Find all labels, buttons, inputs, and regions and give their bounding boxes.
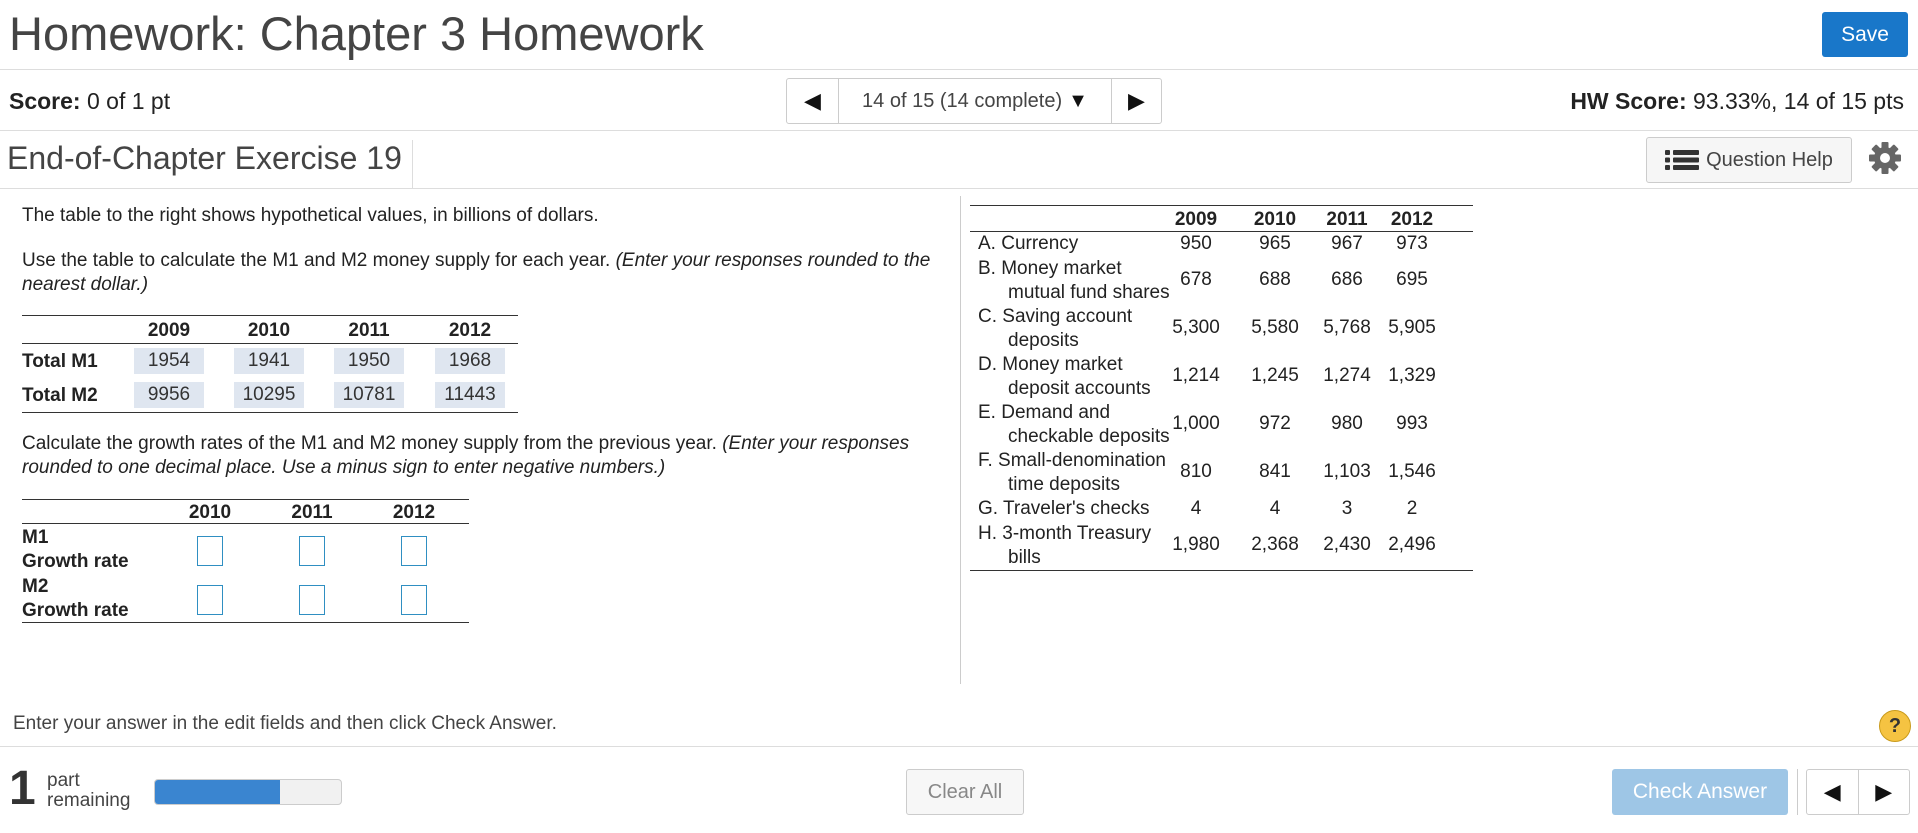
progress-fill <box>155 780 280 804</box>
year-header: 2010 <box>247 320 291 341</box>
row-label-line2: deposit accounts <box>1008 378 1151 399</box>
m1-growth-2011-input[interactable] <box>299 536 325 566</box>
row-label-line2: mutual fund shares <box>1008 282 1170 303</box>
row-label-line1: G. Traveler's checks <box>978 498 1150 519</box>
answer-value[interactable]: 10781 <box>334 382 404 408</box>
part1-hint: (Enter your responses rounded to the nearest dollar.) <box>22 250 931 295</box>
table-cell: 5,768 <box>1323 317 1371 338</box>
m2-growth-2010-input[interactable] <box>197 585 223 615</box>
answer-value[interactable]: 9956 <box>134 382 204 408</box>
year-header: 2010 <box>188 502 232 523</box>
table-cell: 810 <box>1180 461 1212 482</box>
table-cell: 686 <box>1331 269 1363 290</box>
exercise-bar <box>0 131 1918 189</box>
table-cell: 3 <box>1341 498 1353 519</box>
footer-navigator <box>1806 769 1910 815</box>
question-navigator <box>786 78 1162 124</box>
table-cell: 5,905 <box>1388 317 1436 338</box>
part1-instructions <box>22 249 942 297</box>
row-label <box>22 575 129 623</box>
row-label-line1: E. Demand and <box>978 402 1111 423</box>
table-cell: 2 <box>1406 498 1418 519</box>
row-label-line2: checkable deposits <box>1008 426 1170 447</box>
answer-value[interactable]: 11443 <box>435 382 505 408</box>
row-label-line2: time deposits <box>1008 474 1120 495</box>
table-cell: 993 <box>1396 413 1428 434</box>
table-row <box>970 232 1473 257</box>
answer-value[interactable]: 1968 <box>435 348 505 374</box>
parts-remaining-label <box>47 771 130 811</box>
table-cell: 695 <box>1396 269 1428 290</box>
row-label <box>978 522 1178 570</box>
table-cell: 972 <box>1259 413 1291 434</box>
year-header: 2011 <box>291 502 333 523</box>
table-cell: 678 <box>1180 269 1212 290</box>
table-cell: 5,580 <box>1251 317 1299 338</box>
answer-value[interactable]: 1954 <box>134 348 204 374</box>
page-title: Homework: Chapter 3 Homework <box>9 7 704 60</box>
row-label-line1: C. Saving account <box>978 306 1133 327</box>
score <box>9 88 170 115</box>
table-cell: 1,214 <box>1172 365 1220 386</box>
row-label <box>978 401 1178 449</box>
year-header: 2009 <box>147 320 191 341</box>
triangle-right-icon: ▶ <box>1128 88 1145 113</box>
data-table <box>970 205 1473 571</box>
row-label <box>978 449 1178 497</box>
table-header <box>970 206 1473 232</box>
part2-text: Calculate the growth rates of the M1 and M2 money supply from the previous year. <box>22 433 723 454</box>
row-label <box>978 232 1178 256</box>
panel-divider <box>960 196 961 684</box>
table-cell: 2,496 <box>1388 534 1436 555</box>
answer-value[interactable]: 10295 <box>234 382 304 408</box>
title-bar <box>0 0 1918 70</box>
triangle-left-icon: ◀ <box>1823 779 1841 804</box>
year-header: 2010 <box>1253 209 1297 230</box>
gear-icon[interactable] <box>1868 141 1902 175</box>
next-question-button[interactable] <box>1111 79 1161 123</box>
row-label-line2: Growth rate <box>22 600 129 621</box>
parts-remaining-number: 1 <box>9 762 36 815</box>
m2-growth-2011-input[interactable] <box>299 585 325 615</box>
table-cell: 2,430 <box>1323 534 1371 555</box>
table-row-m2-growth <box>22 573 469 622</box>
table-row <box>970 305 1473 353</box>
table-cell: 973 <box>1396 233 1428 254</box>
table-cell: 5,300 <box>1172 317 1220 338</box>
table-body <box>970 232 1473 570</box>
question-status: 14 of 15 (14 complete) <box>862 89 1063 112</box>
hw-score-label: HW Score: <box>1570 88 1687 114</box>
table-cell: 965 <box>1259 233 1291 254</box>
row-label-line1: M1 <box>22 527 49 548</box>
table-cell: 688 <box>1259 269 1291 290</box>
row-label-line1: H. 3-month Treasury <box>978 523 1152 544</box>
year-header: 2012 <box>1390 209 1434 230</box>
progress-bar <box>154 779 342 805</box>
score-value: 0 of 1 pt <box>86 88 171 114</box>
year-header: 2012 <box>448 320 492 341</box>
row-label-line1: D. Money market <box>978 354 1123 375</box>
table-row <box>970 353 1473 401</box>
row-label <box>978 353 1178 401</box>
table-cell: 1,245 <box>1251 365 1299 386</box>
m1-growth-2012-input[interactable] <box>401 536 427 566</box>
table-cell: 950 <box>1180 233 1212 254</box>
table-cell: 4 <box>1190 498 1202 519</box>
table-cell: 980 <box>1331 413 1363 434</box>
question-selector[interactable] <box>839 79 1111 123</box>
year-header: 2012 <box>392 502 436 523</box>
year-header: 2011 <box>348 320 390 341</box>
table-cell: 1,103 <box>1323 461 1371 482</box>
row-label-line1: B. Money market <box>978 258 1122 279</box>
year-header: 2009 <box>1174 209 1218 230</box>
m2-growth-2012-input[interactable] <box>401 585 427 615</box>
answer-value[interactable]: 1950 <box>334 348 404 374</box>
year-header: 2011 <box>1326 209 1368 230</box>
row-label <box>978 305 1178 353</box>
question-intro: The table to the right shows hypothetical values, in billions of dollars. <box>22 205 599 226</box>
row-label-line1: A. Currency <box>978 233 1079 254</box>
previous-question-button[interactable] <box>787 79 839 123</box>
parts-remaining-line2: remaining <box>47 790 131 811</box>
score-label: Score: <box>9 88 81 114</box>
table-row <box>970 497 1473 522</box>
table-cell: 1,980 <box>1172 534 1220 555</box>
save-button[interactable]: Save <box>1822 12 1908 57</box>
row-label-line2: Growth rate <box>22 551 129 572</box>
table-header <box>22 500 469 524</box>
hw-score <box>1570 88 1904 115</box>
table-cell: 967 <box>1331 233 1363 254</box>
table-row <box>970 522 1473 570</box>
table-cell: 1,546 <box>1388 461 1436 482</box>
table-cell: 1,000 <box>1172 413 1220 434</box>
hw-score-value: 93.33%, 14 of 15 pts <box>1693 88 1904 114</box>
m1-growth-2010-input[interactable] <box>197 536 223 566</box>
list-icon <box>1665 149 1699 171</box>
table-cell: 1,329 <box>1388 365 1436 386</box>
answer-value[interactable]: 1941 <box>234 348 304 374</box>
answer-instruction: Enter your answer in the edit fields and then click Check Answer. <box>13 713 557 734</box>
table-cell: 1,274 <box>1323 365 1371 386</box>
table-row <box>970 257 1473 305</box>
part1-text: Use the table to calculate the M1 and M2 money supply for each year. <box>22 250 616 271</box>
row-label <box>22 526 129 574</box>
row-label: Total M2 <box>22 385 98 406</box>
triangle-left-icon: ◀ <box>804 88 821 113</box>
check-answer-button[interactable]: Check Answer <box>1612 769 1788 815</box>
clear-all-button[interactable]: Clear All <box>906 769 1024 815</box>
row-label-line1: M2 <box>22 576 49 597</box>
question-help-button[interactable] <box>1646 137 1852 183</box>
score-bar <box>0 70 1918 131</box>
table-row <box>970 401 1473 449</box>
row-label <box>978 257 1178 305</box>
table-row-total-m1 <box>22 344 518 378</box>
exercise-title: End-of-Chapter Exercise 19 <box>7 140 413 188</box>
row-label-line1: F. Small-denomination <box>978 450 1166 471</box>
row-label <box>978 497 1178 521</box>
table-row-m1-growth <box>22 524 469 573</box>
parts-remaining-line1: part <box>47 770 80 791</box>
caret-down-icon: ▼ <box>1068 89 1088 112</box>
previous-question-button[interactable] <box>1807 770 1859 814</box>
question-icon[interactable]: ? <box>1879 710 1911 742</box>
divider <box>1797 769 1798 815</box>
footer <box>0 746 1918 833</box>
row-label-line2: deposits <box>1008 330 1079 351</box>
table-row-total-m2 <box>22 378 518 412</box>
row-label-line2: bills <box>1008 547 1041 568</box>
triangle-right-icon: ▶ <box>1875 779 1893 804</box>
table-cell: 2,368 <box>1251 534 1299 555</box>
table-cell: 4 <box>1269 498 1281 519</box>
table-header <box>22 316 518 344</box>
money-supply-table <box>22 315 518 413</box>
row-label: Total M1 <box>22 351 98 372</box>
table-row <box>970 449 1473 497</box>
question-help-label: Question Help <box>1706 148 1833 171</box>
part2-hint: (Enter your responses rounded to one decimal place. Use a minus sign to enter negative numbers.) <box>22 433 910 478</box>
part2-instructions <box>22 432 942 480</box>
growth-rate-table <box>22 499 469 623</box>
next-question-button[interactable] <box>1859 770 1910 814</box>
table-cell: 841 <box>1259 461 1291 482</box>
